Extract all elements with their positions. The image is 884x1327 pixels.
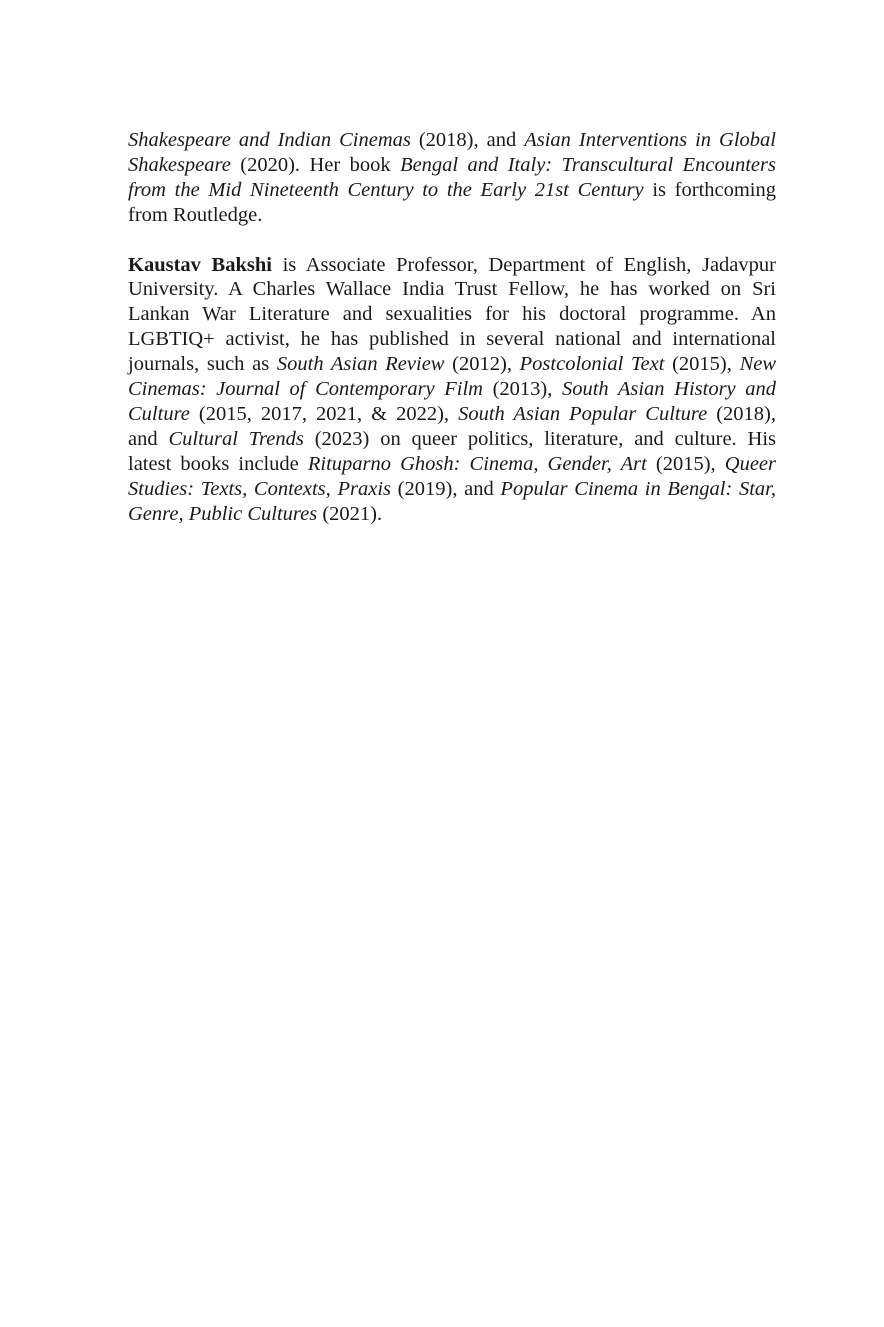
- text-run: (2013),: [482, 378, 562, 401]
- text-run: (2021).: [317, 502, 383, 525]
- text-run: (2015),: [664, 353, 740, 376]
- italic-title: South Asian History and: [561, 378, 776, 401]
- italic-title: Culture: [128, 402, 190, 425]
- italic-title: Rituparno Ghosh: Cinema, Gender, Art: [307, 452, 647, 475]
- italic-title: from the Mid Nineteenth Century to the Early 21st Century: [128, 178, 644, 201]
- text-line: [128, 153, 776, 178]
- text-line: [128, 377, 776, 402]
- body-text: [128, 128, 776, 526]
- author-name: Kaustav Bakshi: [128, 253, 272, 276]
- italic-title: Shakespeare and Indian Cinemas: [128, 129, 411, 151]
- italic-title: Queer: [724, 452, 776, 475]
- text-line: [128, 427, 776, 452]
- text-line: [128, 452, 776, 477]
- italic-title: Cultural Trends: [168, 427, 304, 450]
- text-line: [128, 477, 776, 502]
- paragraph: [128, 253, 776, 527]
- text-line: [128, 402, 776, 427]
- italic-title: Bengal and Italy: Transcultural Encounters: [400, 153, 776, 176]
- italic-title: South Asian Popular Culture: [458, 402, 708, 425]
- text-run: University. A Charles Wallace India Trust Fellow, he has worked on Sri: [128, 278, 776, 301]
- italic-title: Asian Interventions in Global: [524, 129, 776, 151]
- text-run: (2018), and: [410, 129, 525, 151]
- text-run: Lankan War Literature and sexualities for his doctoral programme. An: [128, 303, 776, 326]
- text-line: [128, 277, 776, 302]
- text-run: LGBTIQ+ activist, he has published in several national and international: [128, 328, 776, 351]
- text-line: [128, 203, 776, 228]
- text-run: is forthcoming: [643, 178, 777, 201]
- text-line: [128, 502, 776, 527]
- text-line: [128, 352, 776, 377]
- text-run: latest books include: [128, 452, 308, 475]
- text-line: [128, 302, 776, 327]
- italic-title: Genre, Public Cultures: [128, 502, 318, 525]
- text-run: (2012),: [444, 353, 520, 376]
- text-line: [128, 128, 776, 153]
- text-run: (2015),: [646, 452, 725, 475]
- text-run: (2020). Her book: [230, 153, 401, 176]
- italic-title: Cinemas: Journal of Contemporary Film: [128, 378, 483, 401]
- italic-title: Studies: Texts, Contexts, Praxis: [128, 477, 391, 500]
- italic-title: Shakespeare: [128, 153, 231, 176]
- text-run: (2019), and: [391, 477, 501, 500]
- text-line: [128, 253, 776, 278]
- text-run: from Routledge.: [128, 203, 263, 226]
- text-run: (2018),: [707, 402, 776, 425]
- italic-title: Popular Cinema in Bengal: Star,: [500, 477, 776, 500]
- italic-title: New: [739, 353, 777, 376]
- text-run: (2023) on queer politics, literature, and culture. His: [303, 427, 776, 450]
- text-run: journals, such as: [128, 353, 277, 376]
- italic-title: Postcolonial Text: [519, 353, 665, 376]
- text-run: and: [128, 427, 169, 450]
- text-line: [128, 178, 776, 203]
- text-run: (2015, 2017, 2021, & 2022),: [189, 402, 459, 425]
- text-run: is Associate Professor, Department of English, Jadavpur: [271, 253, 776, 276]
- text-line: [128, 327, 776, 352]
- paragraph: [128, 128, 776, 228]
- italic-title: South Asian Review: [276, 353, 445, 376]
